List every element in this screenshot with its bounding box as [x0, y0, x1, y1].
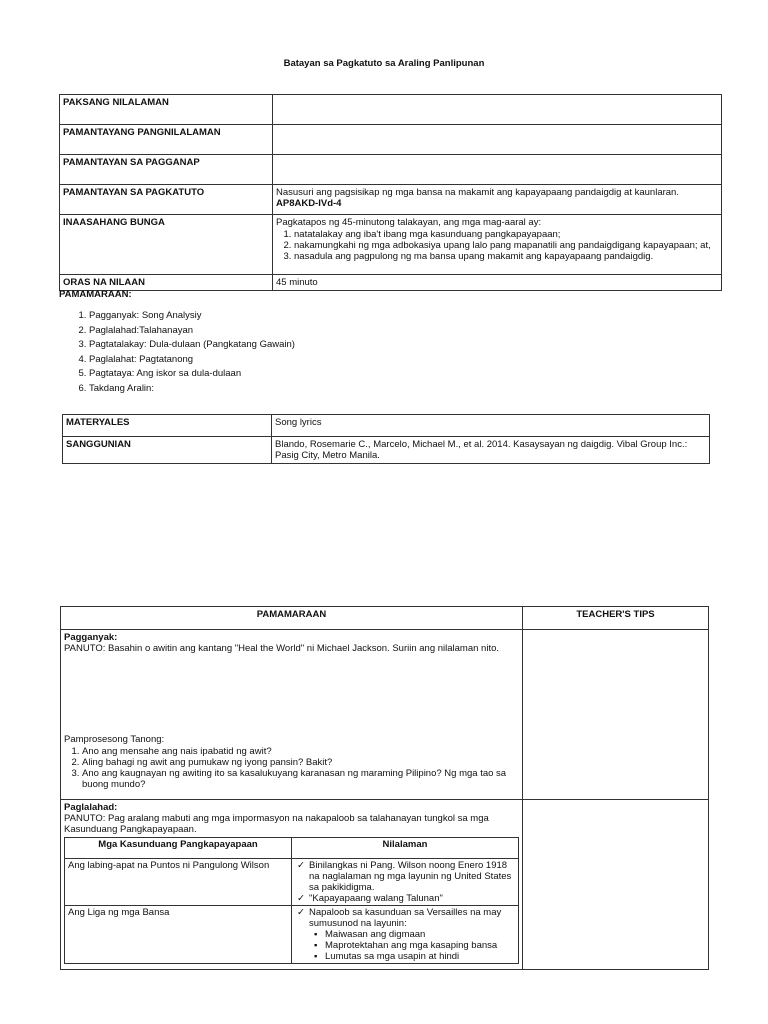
- info-label: INAASAHANG BUNGA: [60, 215, 273, 275]
- check-item: ✓ Binilangkas ni Pang. Wilson noong Enero 1918 na naglalaman ng mga layunin ng United States sa pakikidigma.: [309, 860, 515, 893]
- treaties-table: [64, 837, 519, 964]
- check-item: ✓ Napaloob sa kasunduan sa Versailles na may sumusunod na layunin:: [309, 907, 515, 929]
- outcome-item: 1. natatalakay ang iba't ibang mga kasunduang pangkapayapaan;: [294, 229, 718, 240]
- paglalahad-instruction: PANUTO: Pag aralang mabuti ang mga impormasyon na nakapaloob sa talahanayan tungkol sa mga Kasunduang Pangkapayapaan.: [64, 813, 489, 835]
- info-label: PAMANTAYAN SA PAGKATUTO: [60, 185, 273, 215]
- info-value: [273, 125, 722, 155]
- pagganyak-instruction: PANUTO: Basahin o awitin ang kantang "Heal the World" ni Michael Jackson. Suriin ang nilalaman nito.: [64, 643, 500, 654]
- outcome-item: 3. nasadula ang pagpulong ng ma bansa upang makamit ang kapayapaang pandaigdig.: [294, 251, 718, 262]
- check-item: ✓ "Kapayapaang walang Talunan": [309, 893, 515, 904]
- paglalahad-row: [61, 800, 709, 970]
- treaties-header-row: [65, 838, 519, 859]
- info-row: [60, 185, 722, 215]
- procedure-header-row: [61, 607, 709, 630]
- treaty-row: [65, 859, 519, 906]
- info-label: PAKSANG NILALAMAN: [60, 95, 273, 125]
- info-value: [273, 185, 722, 215]
- bullet-item: ▪ Maiwasan ang digmaan: [325, 929, 515, 940]
- info-value: [273, 155, 722, 185]
- spacer: [64, 654, 519, 734]
- check-list: [295, 907, 515, 929]
- pamamaraan-heading: PAMAMARAAN:: [59, 289, 132, 300]
- info-value: [273, 95, 722, 125]
- procedure-table: [60, 606, 709, 970]
- tips-cell: [523, 800, 709, 970]
- outcome-item: 2. nakamungkahi ng mga adbokasiya upang lalo pang mapanatili ang pandaigdigang kapayapaan; at,: [294, 240, 718, 251]
- info-label: PAMANTAYANG PANGNILALAMAN: [60, 125, 273, 155]
- treaty-name: Ang Liga ng mga Bansa: [65, 906, 292, 964]
- processing-questions-label: Pamprosesong Tanong:: [64, 734, 165, 745]
- treaties-header-name: Mga Kasunduang Pangkapayapaan: [65, 838, 292, 859]
- competency-text: Nasusuri ang pagsisikap ng mga bansa na makamit ang kapayapaang pandaigdig at kaunlaran.: [276, 187, 679, 198]
- info-row: [60, 275, 722, 291]
- bullet-item: ▪ Maprotektahan ang mga kasaping bansa: [325, 940, 515, 951]
- paglalahad-heading: Paglalahad:: [64, 802, 118, 813]
- treaty-content: [292, 859, 519, 906]
- materials-table: [62, 414, 710, 464]
- treaty-content: [292, 906, 519, 964]
- procedure-list: [71, 309, 295, 396]
- pagganyak-cell: [61, 630, 523, 800]
- paglalahad-cell: [61, 800, 523, 970]
- info-value: [273, 215, 722, 275]
- bullet-item: ▪ Lumutas sa mga usapin at hindi: [325, 951, 515, 962]
- question-item: 2. Aling bahagi ng awit ang pumukaw ng iyong pansin? Bakit?: [82, 757, 519, 768]
- document-title: Batayan sa Pagkatuto sa Araling Panlipunan: [283, 58, 485, 69]
- procedure-item: 6. Takdang Aralin:: [89, 382, 295, 397]
- info-label: ORAS NA NILAAN: [60, 275, 273, 291]
- info-value: 45 minuto: [273, 275, 722, 291]
- bullet-list: [295, 929, 515, 962]
- materials-label: SANGGUNIAN: [63, 437, 272, 464]
- info-row: [60, 125, 722, 155]
- processing-questions: [64, 746, 519, 790]
- header-pamamaraan: PAMAMARAAN: [61, 607, 523, 630]
- procedure-item: 4. Paglalahat: Pagtatanong: [89, 353, 295, 368]
- materials-value: Song lyrics: [272, 415, 710, 437]
- competency-code: AP8AKD-IVd-4: [276, 198, 342, 209]
- pagganyak-row: [61, 630, 709, 800]
- header-teachers-tips: TEACHER'S TIPS: [523, 607, 709, 630]
- tips-cell: [523, 630, 709, 800]
- materials-value: Blando, Rosemarie C., Marcelo, Michael M., et al. 2014. Kasaysayan ng daigdig. Vibal Group Inc.: Pasig City, Metro Manila.: [272, 437, 710, 464]
- info-row: [60, 155, 722, 185]
- procedure-item: 3. Pagtatalakay: Dula-dulaan (Pangkatang Gawain): [89, 338, 295, 353]
- info-row: [60, 215, 722, 275]
- materials-label: MATERYALES: [63, 415, 272, 437]
- treaty-row: [65, 906, 519, 964]
- info-label: PAMANTAYAN SA PAGGANAP: [60, 155, 273, 185]
- check-list: [295, 860, 515, 904]
- outcome-intro: Pagkatapos ng 45-minutong talakayan, ang mga mag-aaral ay:: [276, 217, 542, 228]
- procedure-item: 2. Paglalahad:Talahanayan: [89, 324, 295, 339]
- outcome-list: [276, 229, 718, 262]
- pagganyak-heading: Pagganyak:: [64, 632, 118, 643]
- procedure-item: 1. Pagganyak: Song Analysiy: [89, 309, 295, 324]
- materials-row: [63, 415, 710, 437]
- procedure-item: 5. Pagtataya: Ang iskor sa dula-dulaan: [89, 367, 295, 382]
- treaty-name: Ang labing-apat na Puntos ni Pangulong Wilson: [65, 859, 292, 906]
- materials-row: [63, 437, 710, 464]
- question-item: 1. Ano ang mensahe ang nais ipabatid ng awit?: [82, 746, 519, 757]
- lesson-info-table: [59, 94, 722, 291]
- info-row: [60, 95, 722, 125]
- treaties-header-content: Nilalaman: [292, 838, 519, 859]
- question-item: 3. Ano ang kaugnayan ng awiting ito sa kasalukuyang karanasan ng maraming Pilipino? Ng mga tao sa buong mundo?: [82, 768, 519, 790]
